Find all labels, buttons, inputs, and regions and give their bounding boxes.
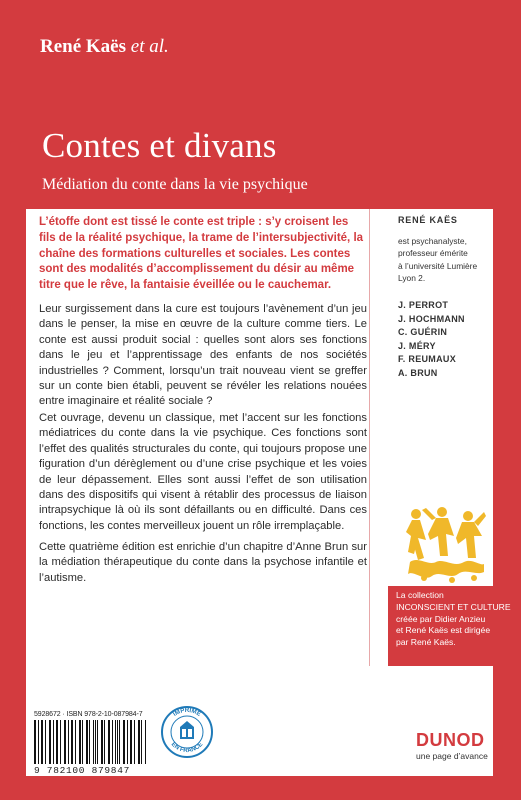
- publisher-tagline: une page d’avance: [416, 751, 488, 761]
- barcode-stripe: [108, 720, 109, 764]
- collection-line: créée par Didier Anzieu: [396, 613, 486, 624]
- barcode-stripe: [109, 720, 110, 764]
- barcode-stripe: [42, 720, 43, 764]
- isbn-block: [34, 711, 150, 776]
- barcode-stripe: [89, 720, 90, 764]
- lead-paragraph: L’étoffe dont est tissé le conte est triple : s’y croisent les fils de la réalité psychique, la trame de l’intersubjectivité, la chaîne des formations culturelles et sociales. Les contes sont des modalités d’accomplissement du désir au même titre que le rêve, la fantaisie éveillée ou le cauchemar.: [39, 216, 364, 292]
- book-title: Contes et divans: [42, 126, 277, 165]
- barcode-stripe: [38, 720, 39, 764]
- barcode-stripe: [82, 720, 83, 764]
- bio-line: à l’université Lumière: [398, 260, 478, 271]
- barcode-stripe: [50, 720, 51, 764]
- collection-line: La collection: [396, 590, 444, 600]
- barcode-stripe: [134, 720, 135, 764]
- author-bio: [398, 235, 513, 285]
- barcode-stripe: [97, 720, 98, 764]
- collection-line: et René Kaës est dirigée: [396, 625, 491, 636]
- contributor-item: J. HOCHMANN: [398, 313, 465, 324]
- bio-line: Lyon 2.: [398, 273, 426, 284]
- barcode-stripe: [130, 720, 131, 764]
- barcode-stripe: [141, 720, 142, 764]
- collection-note: [396, 590, 511, 649]
- bio-line: est psychanalyste,: [398, 236, 467, 246]
- contributor-item: J. MÉRY: [398, 340, 436, 351]
- column-divider: [369, 209, 370, 666]
- contributor-item: C. GUÉRIN: [398, 327, 448, 338]
- isbn-line: 5928672 · ISBN 978-2-10-087984-7: [34, 711, 143, 718]
- author-name: René Kaës: [40, 36, 127, 57]
- barcode-stripe: [75, 720, 76, 764]
- seal-bottom-text: EN FRANCE: [169, 740, 205, 755]
- contributor-list: [398, 299, 465, 381]
- collection-line: INCONSCIENT ET CULTURE: [396, 601, 511, 612]
- barcode-stripe: [123, 720, 124, 764]
- barcode-stripe: [115, 720, 116, 764]
- publisher-logo: DUNOD: [416, 730, 485, 750]
- contributor-item: J. PERROT: [398, 300, 449, 310]
- body-paragraph-3: Cette quatrième édition est enrichie d’un chapitre d’Anne Brun sur la médiation thérapeutique du conte dans la psychose infantile et l’autisme.: [39, 541, 367, 584]
- book-subtitle: Médiation du conte dans la vie psychique: [42, 176, 308, 193]
- barcode-stripe: [53, 720, 54, 764]
- barcode: [34, 720, 146, 764]
- dancing-figures-illustration: [404, 506, 486, 584]
- bio-line: professeur émérite: [398, 248, 468, 259]
- author-line: [40, 36, 169, 58]
- barcode-stripe: [60, 720, 61, 764]
- contributor-item: F. REUMAUX: [398, 354, 457, 365]
- barcode-digits: 9 782100 879847: [34, 765, 131, 776]
- body-paragraph-2: Cet ouvrage, devenu un classique, met l’accent sur les fonctions médiatrices du conte dans la vie psychique. Ces fonctions sont l’effet des qualités structurales du conte, qui toujours propose une figuration d’un dérèglement ou d’une crise psychique et les voies de leur dépassement. Elles sont aussi l’effet de son utilisation dans des dispositifs qui visent à rétablir des processus de liaison intrapsychique là où ils sont défaillants ou en difficulté. Dans ces fonctions, les contes merveilleux jouent un rôle irremplaçable.: [39, 412, 367, 532]
- body-paragraph-1: Leur surgissement dans la cure est toujours l’avènement d’un jeu dans le penser, la mise en œuvre de la culture comme tiers. Le conte est aussi produit social : quelles sont alors ses fonctions dans le jeu et l’apprentissage des enfants de nos sociétés industrielles ? Comment, lorsqu’un trait nouveau vient se greffer sur un conte bien établi, peuvent se révéler les relations nouées entre imaginaire et réalité sociale ?: [39, 303, 367, 408]
- seal-top-text: IMPRIMÉ: [171, 707, 203, 718]
- contributor-item: A. BRUN: [398, 367, 438, 378]
- barcode-stripe: [72, 720, 73, 764]
- collection-line: par René Kaës.: [396, 637, 456, 648]
- author-suffix: et al.: [130, 36, 169, 57]
- sidebar-author-heading: RENÉ KAËS: [398, 215, 458, 225]
- printed-in-france-seal: [160, 705, 214, 759]
- barcode-stripe: [65, 720, 66, 764]
- barcode-stripe: [93, 720, 94, 764]
